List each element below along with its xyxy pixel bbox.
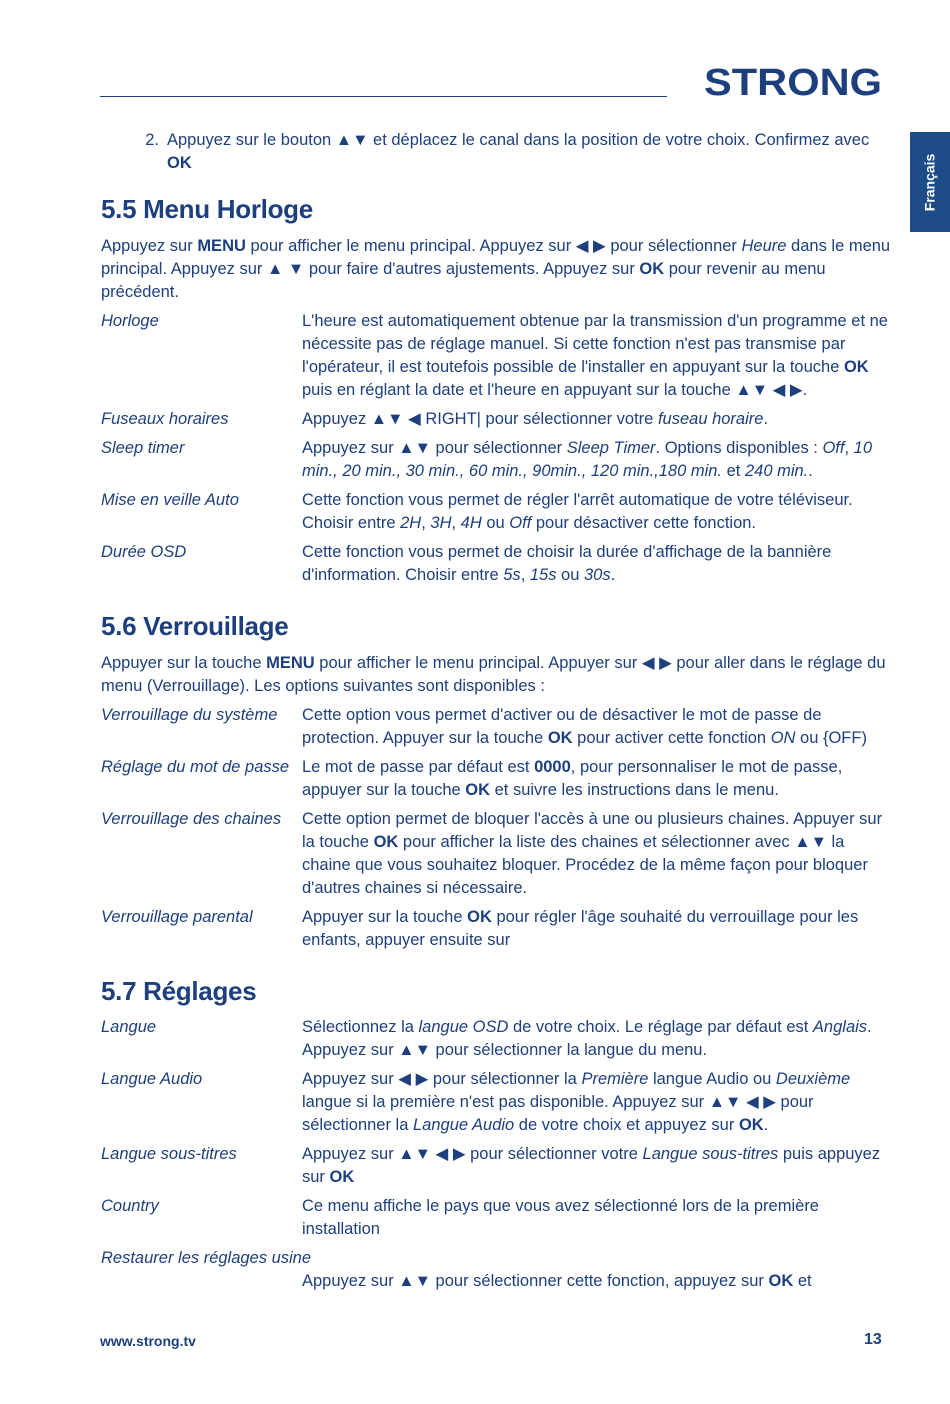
definition-description: L'heure est automatiquement obtenue par la transmission d'un programme et ne nécessite pas de réglage manuel. Si cette fonction n'est pas transmise par l'opérateur, il est toutefois possible de l'installer en appuyant sur la touche OK puis en réglant la date et l'heure en appuyant sur la touche ▲▼ ◀ ▶. (302, 312, 888, 399)
language-side-tab-label: Français (921, 153, 938, 211)
language-side-tab (910, 132, 950, 232)
footer-website-url: www.strong.tv (100, 1333, 196, 1349)
definition-row (101, 906, 891, 952)
definition-term: Horloge (101, 312, 159, 330)
definition-row (101, 489, 891, 535)
definition-term: Langue (101, 1018, 157, 1036)
page-content (101, 129, 891, 1293)
definition-term: Verrouillage du système (101, 706, 278, 724)
definition-term: Country (101, 1197, 159, 1215)
definition-row (101, 541, 891, 587)
definition-description: Appuyez ▲▼ ◀ RIGHT| pour sélectionner votre fuseau horaire. (302, 410, 769, 428)
definition-description: Cette fonction vous permet de régler l'arrêt automatique de votre téléviseur. Choisir entre 2H, 3H, 4H ou Off pour désactiver cette fonction. (302, 491, 853, 532)
section-intro-verrouillage: Appuyer sur la touche MENU pour afficher le menu principal. Appuyer sur ◀ ▶ pour aller dans le réglage du menu (Verrouillage). Les options suivantes sont disponibles : (101, 654, 886, 695)
footer-page-number: 13 (864, 1331, 882, 1348)
definition-term: Réglage du mot de passe (101, 758, 290, 776)
section-title-verrouillage: 5.6 Verrouillage (101, 611, 289, 641)
definition-description: Appuyer sur la touche OK pour régler l'âge souhaité du verrouillage pour les enfants, appuyer ensuite sur (302, 908, 859, 949)
definition-description: Le mot de passe par défaut est 0000, pour personnaliser le mot de passe, appuyer sur la touche OK et suivre les instructions dans le menu. (302, 758, 843, 799)
definition-term: Durée OSD (101, 543, 187, 561)
definition-description: Cette option permet de bloquer l'accès à une ou plusieurs chaines. Appuyer sur la touche OK pour afficher la liste des chaines et sélectionner avec ▲▼ la chaine que vous souhaitez bloquer. Procédez de la même façon pour bloquer d'autres chaines si nécessaire. (302, 810, 883, 897)
definition-row (101, 437, 891, 483)
definition-row (101, 756, 891, 802)
definition-term: Fuseaux horaires (101, 410, 229, 428)
definition-description: Appuyez sur ◀ ▶ pour sélectionner la Première langue Audio ou Deuxième langue si la première n'est pas disponible. Appuyez sur ▲▼ ◀ ▶ pour sélectionner la Langue Audio de votre choix et appuyez sur OK. (302, 1070, 851, 1134)
definition-row (101, 408, 891, 431)
step-text: Appuyez sur le bouton ▲▼ et déplacez le canal dans la position de votre choix. Confirmez avec OK (167, 131, 870, 172)
definition-description: Ce menu affiche le pays que vous avez sélectionné lors de la première installation (302, 1197, 819, 1238)
step-number: 2. (145, 131, 159, 149)
definition-description-restore: Appuyez sur ▲▼ pour sélectionner cette fonction, appuyez sur OK et (302, 1272, 812, 1290)
section-title-horloge: 5.5 Menu Horloge (101, 194, 313, 224)
definition-term: Sleep timer (101, 439, 185, 457)
definition-row (101, 1068, 891, 1137)
definition-description: Cette fonction vous permet de choisir la durée d'affichage de la bannière d'information. Choisir entre 5s, 15s ou 30s. (302, 543, 832, 584)
strong-logo (704, 62, 884, 102)
definition-row (101, 310, 891, 402)
definition-term: Langue Audio (101, 1070, 203, 1088)
definition-description: Appuyez sur ▲▼ ◀ ▶ pour sélectionner votre Langue sous-titres puis appuyez sur OK (302, 1145, 881, 1186)
definition-description: Cette option vous permet d'activer ou de désactiver le mot de passe de protection. Appuyer sur la touche OK pour activer cette fonction ON ou {OFF) (302, 706, 867, 747)
definition-term: Langue sous-titres (101, 1145, 237, 1163)
section-intro-horloge: Appuyez sur MENU pour afficher le menu principal. Appuyez sur ◀ ▶ pour sélectionner Heure dans le menu principal. Appuyez sur ▲ ▼ pour faire d'autres ajustements. Appuyez sur OK pour revenir au menu précédent. (101, 237, 891, 301)
header-rule (100, 96, 667, 97)
step-2 (101, 129, 891, 175)
definition-row (101, 704, 891, 750)
definition-row (101, 1143, 891, 1189)
definition-term: Verrouillage des chaines (101, 810, 282, 828)
definition-row (101, 1016, 891, 1062)
definition-description: Appuyez sur ▲▼ pour sélectionner Sleep Timer. Options disponibles : Off, 10 min., 20 min., 30 min., 60 min., 90min., 120 min.,180 min. et 240 min.. (302, 439, 873, 480)
strong-logo-text: STRONG (704, 62, 882, 102)
definition-row (101, 1195, 891, 1241)
definition-description: Sélectionnez la langue OSD de votre choix. Le réglage par défaut est Anglais. Appuyez sur ▲▼ pour sélectionner la langue du menu. (302, 1018, 872, 1059)
section-title-reglages: 5.7 Réglages (101, 976, 257, 1006)
definition-term: Mise en veille Auto (101, 491, 239, 509)
definition-row (101, 808, 891, 900)
definition-term: Verrouillage parental (101, 908, 253, 926)
definition-term-restore: Restaurer les réglages usine (101, 1249, 312, 1267)
